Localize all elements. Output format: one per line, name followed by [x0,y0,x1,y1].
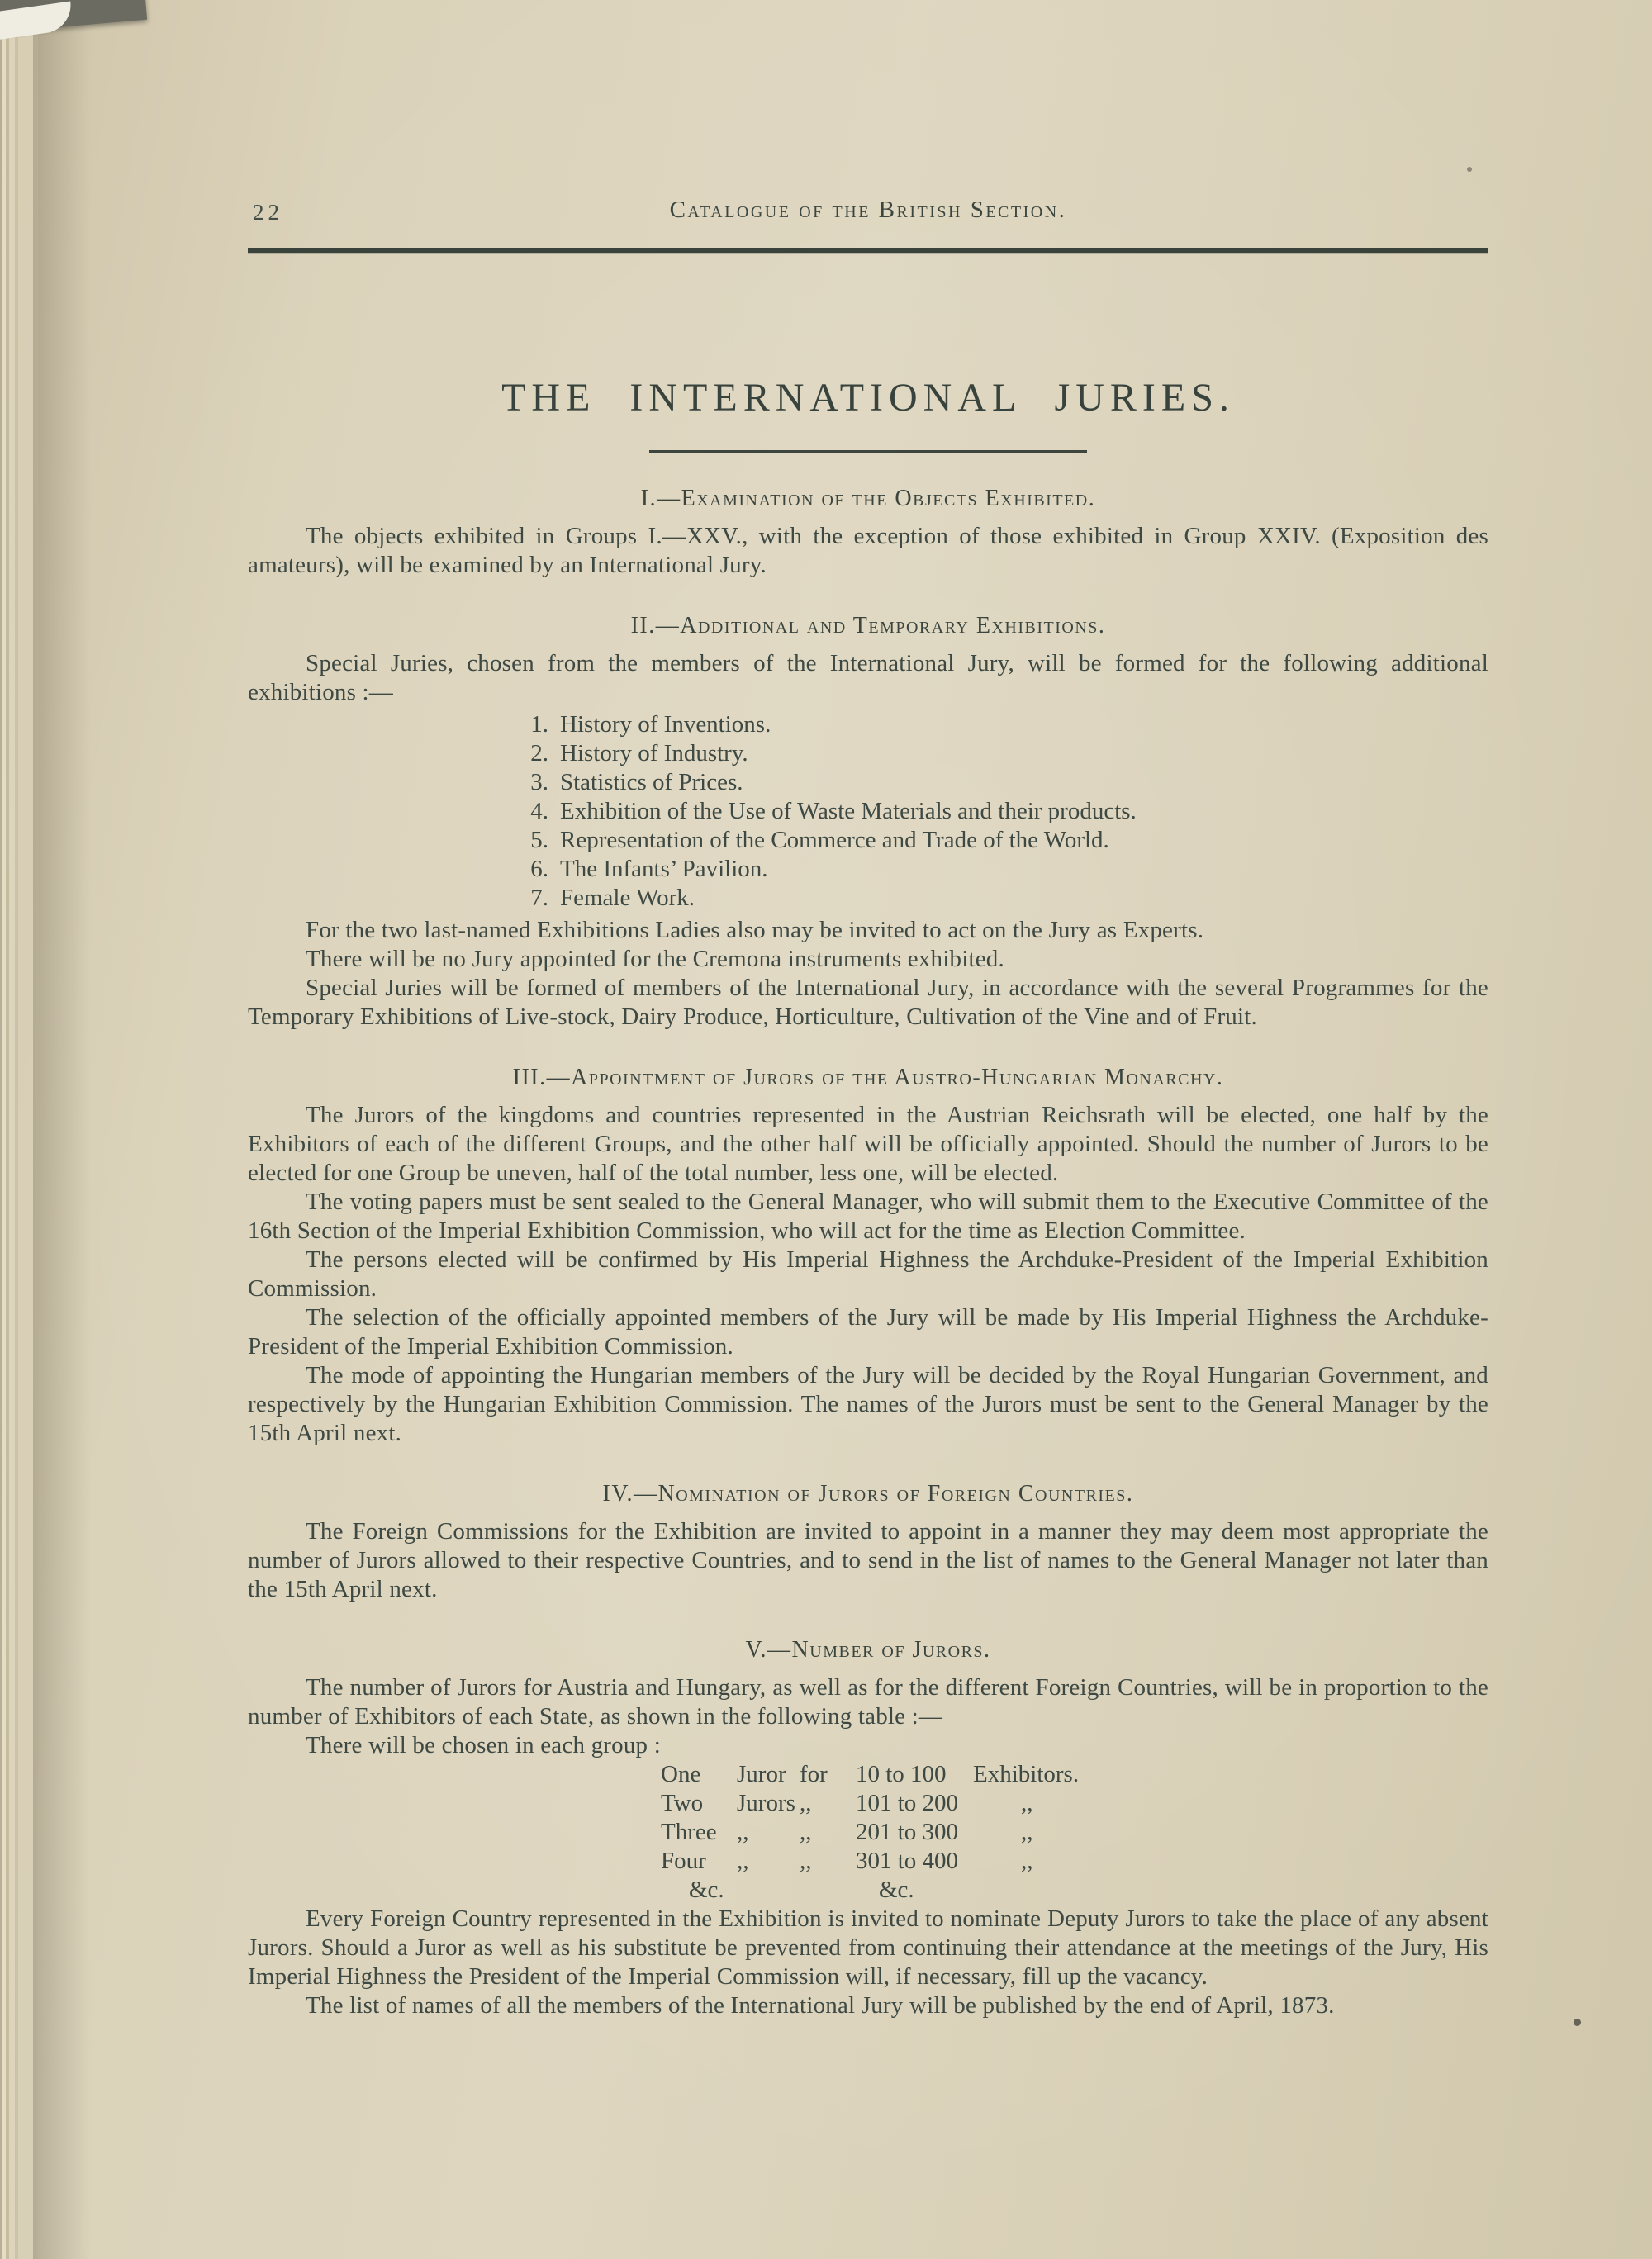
table-cell: &c. [879,1877,914,1903]
paragraph: For the two last-named Exhibitions Ladies also may be invited to act on the Jury as Experts. [306,917,1204,943]
paragraph: The objects exhibited in Groups I.—XXV., with the exception of those exhibited in Group XXIV. (Exposition des amateurs), will be examined by an International Jury. [248,523,1488,578]
list-item-text: Female Work. [560,885,695,911]
paper-speck [1574,2019,1581,2026]
list-item-text: History of Inventions. [560,711,771,738]
section-heading-2: II.—Additional and Temporary Exhibitions. [630,613,1106,638]
list-item [520,710,1488,739]
gutter-shadow [33,0,91,2259]
paragraph: The persons elected will be confirmed by His Imperial Highness the Archduke-President of the Imperial Exhibition Commission. [248,1246,1488,1302]
table-cell: ,, [1021,1790,1033,1816]
paragraph: The number of Jurors for Austria and Hungary, as well as for the different Foreign Countries, will be in proportion to the number of Exhibitors of each State, as shown in the following table :— [248,1674,1488,1730]
table-cell: ,, [737,1819,749,1845]
paragraph: Special Juries will be formed of members of the International Jury, in accordance with the several Programmes for the Temporary Exhibitions of Live-stock, Dairy Produce, Horticulture, Cultivation of the Vine and of Fruit. [248,975,1488,1030]
list-item [520,826,1488,855]
table-cell: ,, [1021,1848,1033,1874]
page-title: THE INTERNATIONAL JURIES. [501,376,1235,420]
list-item-text: History of Industry. [560,740,748,766]
paragraph: The Jurors of the kingdoms and countries represented in the Austrian Reichsrath will be elected, one half by the Exhibitors of each of the different Groups, and the other half will be officially appointed. Should the number of Jurors to be elected for one Group be uneven, half of the total number, less one, will be elected. [248,1102,1488,1186]
section-heading-5: V.—Number of Jurors. [745,1637,991,1663]
paragraph: Every Foreign Country represented in the Exhibition is invited to nominate Deputy Jurors to take the place of any absent Jurors. Should a Juror as well as his substitute be prevented from continuing their attendance at the meetings of the Jury, His Imperial Highness the President of the Imperial Commission will, if necessary, fill up the vacancy. [248,1905,1488,1990]
table-cell: ,, [737,1848,749,1874]
table-cell: ,, [800,1790,812,1816]
jurors-table [661,1760,1146,1905]
table-cell: 101 to 200 [856,1790,959,1816]
table-cell: ,, [800,1848,812,1874]
list-item [520,768,1488,797]
list-item-number: 3. [530,769,548,795]
paragraph: The mode of appointing the Hungarian members of the Jury will be decided by the Royal Hungarian Government, and respectively by the Hungarian Exhibition Commission. The names of the Jurors must be sent to the General Manager by the 15th April next. [248,1362,1488,1446]
list-item-text: The Infants’ Pavilion. [560,856,768,882]
paragraph: The Foreign Commissions for the Exhibition are invited to appoint in a manner they may deem most appropriate the number of Jurors allowed to their respective Countries, and to send in the list of names to the General Manager not later than the 15th April next. [248,1518,1488,1602]
table-cell: Four [661,1848,706,1874]
header-rule [248,248,1488,253]
list-item-text: Exhibition of the Use of Waste Materials and their products. [560,798,1137,824]
list-item-text: Representation of the Commerce and Trade of the World. [560,827,1109,853]
list-item [520,739,1488,768]
table-cell: Exhibitors. [973,1761,1080,1787]
table-cell: 201 to 300 [856,1819,959,1845]
paragraph: The voting papers must be sent sealed to the General Manager, who will submit them to the Executive Committee of the 16th Section of the Imperial Exhibition Commission, who will act for the time as Election Committee. [248,1189,1488,1244]
list-item [520,797,1488,826]
table-cell: 10 to 100 [856,1761,947,1787]
running-header-title: Catalogue of the British Section. [669,197,1067,223]
paragraph: The selection of the officially appointed members of the Jury will be made by His Imperial Highness the Archduke-President of the Imperial Exhibition Commission. [248,1304,1488,1360]
list-item-text: Statistics of Prices. [560,769,743,795]
table-cell: Two [661,1790,704,1816]
paragraph: There will be chosen in each group : [306,1732,661,1758]
page-number: 22 [253,200,283,225]
table-cell [973,1876,1146,1905]
table-cell: for [800,1761,828,1787]
table-cell: Juror [737,1761,786,1787]
table-cell: Three [661,1819,717,1845]
list-item-number: 4. [530,798,548,824]
running-head [248,197,1488,230]
title-rule [649,450,1087,453]
table-cell: Jurors [737,1790,795,1816]
list-item-number: 1. [530,711,548,738]
section-heading-4: IV.—Nomination of Jurors of Foreign Countries. [602,1481,1134,1507]
paragraph: The list of names of all the members of the International Jury will be published by the end of April, 1873. [306,1992,1335,2019]
table-cell: 301 to 400 [856,1848,959,1874]
paragraph: Special Juries, chosen from the members of the International Jury, will be formed for the following additional exhibitions :— [248,650,1488,705]
list-item-number: 5. [530,827,548,853]
paragraph: There will be no Jury appointed for the Cremona instruments exhibited. [306,946,1004,972]
page-content [248,197,1488,2020]
list-item-number: 6. [530,856,548,882]
section-heading-3: III.—Appointment of Jurors of the Austro-Hungarian Monarchy. [512,1065,1224,1090]
numbered-list [520,710,1488,913]
table-cell: ,, [800,1819,812,1845]
list-item-number: 7. [530,885,548,911]
table-cell: ,, [1021,1819,1033,1845]
list-item [520,855,1488,884]
table-cell: &c. [689,1877,724,1903]
table-cell: One [661,1761,701,1787]
paper-speck [1467,167,1472,172]
table-cell [737,1876,800,1905]
table-cell [800,1876,856,1905]
section-heading-1: I.—Examination of the Objects Exhibited. [640,486,1096,511]
list-item [520,884,1488,913]
list-item-number: 2. [530,740,548,766]
